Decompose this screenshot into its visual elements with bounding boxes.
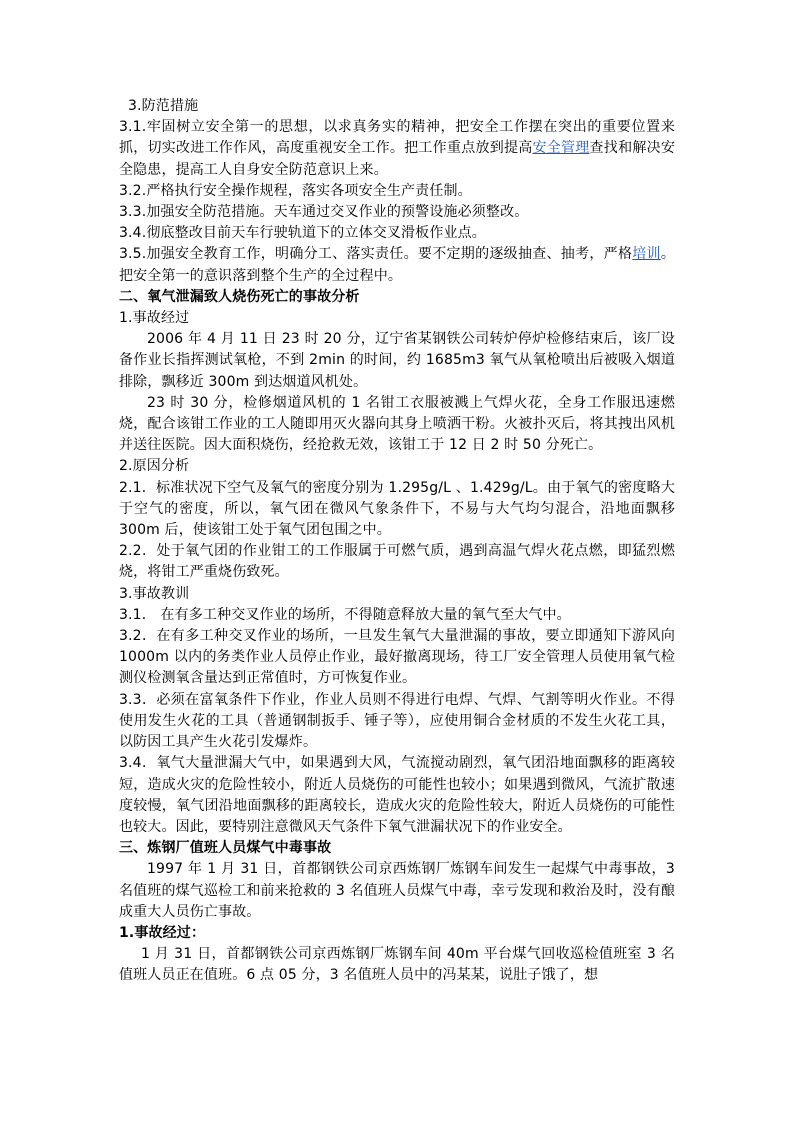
text-run: 查找和解决安全隐患，提高工人自身安全防范意识上来。 (119, 140, 675, 178)
paragraph: 3.3．必须在富氧条件下作业，作业人员则不得进行电焊、气焊、气割等明火作业。不得使用发生火花的工具（普通钢制扳手、锤子等），应使用铜合金材质的不发生火花工具，以防因工具产生火花引发爆炸。 (119, 691, 675, 751)
subsection-heading: 1.事故经过： (119, 924, 206, 941)
subsection-heading: 1.事故经过 (119, 310, 190, 327)
text-run: 3.1.牢固树立安全第一的思想，以求真务实的精神，把安全工作摆在突出的重要位置来抓，切实改进工作作风，高度重视安全工作。把工作重点放到提高 (119, 119, 675, 157)
paragraph: 1 月 31 日，首都钢铁公司京西炼钢厂炼钢车间 40m 平台煤气回收巡检值班室 3 名值班人员正在值班。6 点 05 分，3 名值班人员中的冯某某，说肚子饿了，想 (119, 946, 675, 984)
text-run: 3.5.加强安全教育工作，明确分工、落实责任。要不定期的逐级抽查、抽考，严格 (119, 246, 633, 263)
text-run: 。把安全第一的意识落到整个生产的全过程中。 (119, 246, 675, 284)
paragraph: 2.2．处于氧气团的作业钳工的工作服属于可燃气质，遇到高温气焊火花点燃，即猛烈燃烧，将钳工严重烧伤致死。 (119, 543, 675, 581)
paragraph (119, 117, 675, 181)
link-safety-management[interactable]: 安全管理 (532, 140, 590, 157)
link-training[interactable]: 培训 (632, 246, 661, 263)
paragraph: 3.2.严格执行安全操作规程，落实各项安全生产责任制。 (119, 182, 472, 199)
paragraph: 2006 年 4 月 11 日 23 时 20 分，辽宁省某钢铁公司转炉停炉检修结束后，该厂设备作业长指挥测试氧枪，不到 2min 的时间，约 1685m3 氧气从氧枪喷出后被吸入烟道排除，飘移近 300m 到达烟道风机处。 (119, 331, 675, 390)
paragraph: 3.2．在有多工种交叉作业的场所，一旦发生氧气大量泄漏的事故，要立即通知下游风向 1000m 以内的务类作业人员停止作业，最好撤离现场，待工厂安全管理人员使用氧气检测仪检测氧含量达到正常值时，方可恢复作业。 (119, 628, 675, 687)
subsection-heading: 2.原因分析 (119, 458, 190, 475)
document-body (119, 96, 675, 987)
paragraph: 3.1． 在有多工种交叉作业的场所，不得随意释放大量的氧气至大气中。 (119, 606, 571, 623)
section-title: 三、炼钢厂值班人员煤气中毒事故 (119, 840, 332, 857)
paragraph: 1997 年 1 月 31 日，首都钢铁公司京西炼钢厂炼钢车间发生一起煤气中毒事故，3 名值班的煤气巡检工和前来抢救的 3 名值班人员煤气中毒，幸亏发现和救治及时，没有酿成重大人员伤亡事故。 (119, 861, 675, 920)
subsection-heading: 3.事故教训 (119, 585, 190, 602)
section-title: 二、氧气泄漏致人烧伤死亡的事故分析 (119, 288, 360, 305)
paragraph: 3.4．氧气大量泄漏大气中，如果遇到大风，气流搅动剧烈，氧气团沿地面飘移的距离较短，造成火灾的危险性较小，附近人员烧伤的可能性也较小；如果遇到微风，气流扩散速度较慢，氧气团沿地面飘移的距离较长，造成火灾的危险性较大，附近人员烧伤的可能性也较大。因此，要特别注意微风天气条件下氧气泄漏状况下的作业安全。 (119, 755, 675, 835)
paragraph: 3.3.加强安全防范措施。天车通过交叉作业的预警设施必须整改。 (119, 204, 529, 221)
paragraph (119, 244, 675, 286)
paragraph: 23 时 30 分，检修烟道风机的 1 名钳工衣服被溅上气焊火花，全身工作服迅速燃烧，配合该钳工作业的工人随即用灭火器向其身上喷洒干粉。火被扑灭后，将其拽出风机并送往医院。因大面积烧伤，经抢救无效，该钳工于 12 日 2 时 50 分死亡。 (119, 394, 675, 454)
paragraph: 2.1．标准状况下空气及氧气的密度分别为 1.295g/L 、1.429g/L。由于氧气的密度略大于空气的密度，所以，氧气团在微风气象条件下，不易与大气均匀混合，沿地面飘移 300m 后，使该钳工处于氧气团包围之中。 (119, 479, 675, 539)
section-heading: 3.防范措施 (128, 98, 199, 114)
paragraph: 3.4.彻底整改目前天车行驶轨道下的立体交叉滑板作业点。 (119, 225, 486, 242)
